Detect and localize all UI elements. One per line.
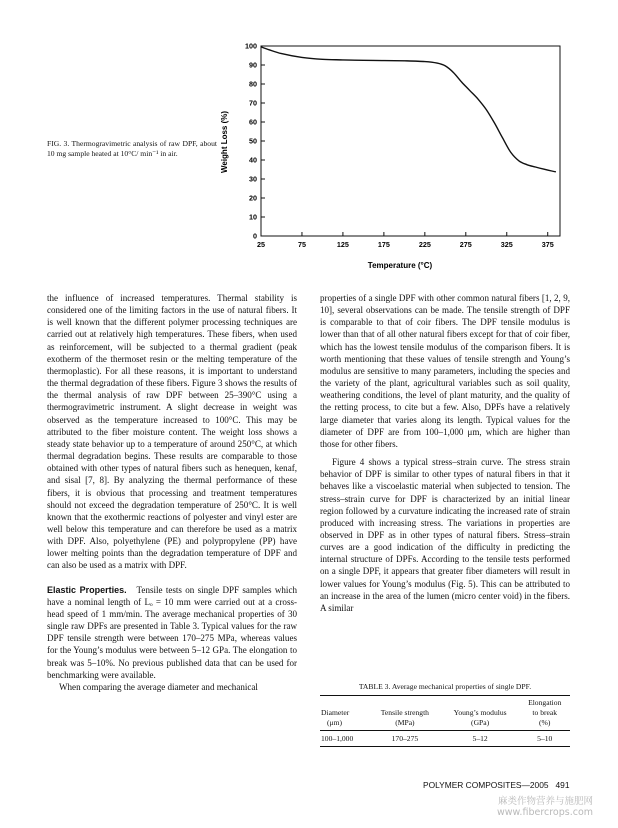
paragraph: properties of a single DPF with other common natural fibers [1, 2, 9, 10], several observations can be made. The tensile strength of DPF is comparable to that of coir fibers. The DPF tensile modulus is lower than that of all other natural fibers except for that of coir fiber, which has the lowest tensile modulus of the comparison fibers. It is worth mentioning that these values of tensile strength and Young’s modulus are sensitive to many parameters, including the species and the variety of the plant, agricultural variables such as soil quality, weathering conditions, the level of plant maturity, and the quality of the retting process, to cite but a few. Also, DPFs have a relatively large diameter that varies along its length. Typical values for the diameter of DPF are from 100–1,000 μm, which are higher than those for other fibers. xyxy=(320,293,570,449)
chart-ticks xyxy=(245,42,554,249)
table-header-row xyxy=(320,696,570,731)
y-tick-label: 40 xyxy=(249,155,257,165)
y-tick-label: 30 xyxy=(249,174,257,184)
x-tick-label: 175 xyxy=(377,240,390,249)
y-axis-label: Weight Loss (%) xyxy=(220,110,229,174)
plot-frame xyxy=(261,46,560,236)
watermark-line: www.fibercrops.com xyxy=(497,807,594,818)
x-tick-label: 125 xyxy=(336,240,349,249)
y-tick-label: 80 xyxy=(249,79,257,89)
cell-youngs-modulus: 5–12 xyxy=(472,734,488,743)
header-youngs-modulus: Young’s modulus (GPa) xyxy=(453,708,507,727)
y-tick-label: 10 xyxy=(249,212,257,222)
x-tick-label: 375 xyxy=(541,240,554,249)
x-tick-label: 25 xyxy=(257,240,265,249)
header-diameter: Diameter (μm) xyxy=(321,708,350,727)
paragraph xyxy=(47,584,297,681)
properties-table xyxy=(320,695,570,747)
x-tick-label: 75 xyxy=(297,240,306,249)
y-tick-label: 70 xyxy=(249,98,257,108)
left-text-column xyxy=(47,292,297,693)
cell-tensile-strength: 170–275 xyxy=(391,734,419,743)
page-number: 491 xyxy=(555,780,570,790)
page-footer xyxy=(423,780,569,790)
y-tick-label: 0 xyxy=(253,231,257,241)
y-tick-label: 60 xyxy=(249,117,257,127)
paragraph: When comparing the average diameter and mechanical xyxy=(59,681,258,692)
x-axis-label: Temperature (°C) xyxy=(367,261,433,270)
y-tick-label: 20 xyxy=(249,193,257,203)
chart-lines xyxy=(261,47,556,172)
paragraph: the influence of increased temperatures. Thermal stability is considered one of the limiting factors in the use of natural fibers. It is well known that the different polymer processing techniques are carried out at relatively high temperatures. These fibers, when used as reinforcement, will be subjected to a thermal gradient (peak exotherm of the thermoset resin or the melting temperature of the thermoplastic). For all these reasons, it is important to understand the thermal degradation of these fibers. Figure 3 shows the results of the thermal analysis of raw DPF between 25–390°C using a thermogravimetric instrument. A slight decrease in weight was observed as the temperature increased to 100°C. This may be attributed to the fiber moisture content. The weight loss shows a steady state behavior up to a temperature of around 250°C, at which thermal degradation begins. These results are comparable to those obtained with other types of natural fibers such as henequen, kenaf, and sisal [7, 8]. By analyzing the thermal performance of these fibers, it is obvious that processing and treatment temperatures should not exceed the degradation temperature of 250°C. It is well known that the exothermic reactions of polyester and vinyl ester are well below this temperature and can therefore be used as a matrix with DPF. Also, polyethylene (PE) and polypropylene (PP) have lower melting points than the degradation temperature of DPF and can also be used as a matrix with DPF. xyxy=(47,293,297,571)
y-tick-label: 100 xyxy=(245,41,257,51)
watermark xyxy=(497,796,593,818)
header-tensile-strength: Tensile strength (MPa) xyxy=(380,708,429,727)
table-title: TABLE 3. Average mechanical properties of single DPF. xyxy=(358,682,532,691)
header-elongation: Elongation to break (%) xyxy=(528,698,562,727)
x-tick-label: 325 xyxy=(500,240,513,249)
figure-caption: FIG. 3. Thermogravimetric analysis of raw DPF, about 10 mg sample heated at 10°C/ min⁻¹ in air. xyxy=(47,139,217,159)
section-heading: Elastic Properties. xyxy=(47,584,127,595)
journal-name: POLYMER COMPOSITES—2005 xyxy=(423,780,549,790)
y-tick-label: 90 xyxy=(249,60,257,70)
x-tick-label: 275 xyxy=(459,240,472,249)
y-tick-label: 50 xyxy=(249,136,257,146)
right-text-column xyxy=(320,292,570,614)
series-line xyxy=(261,47,556,172)
table-3 xyxy=(320,682,570,747)
paragraph: Figure 4 shows a typical stress–strain curve. The stress strain behavior of DPF is similar to other types of natural fibers in that it behaves like a viscoelastic material when subjected to tension. The stress–strain curve for DPF is characterized by an initial linear region followed by a curvature indicating the increased rate of strain produced with increasing stress. The variations in properties are observed in DPF as in other types of natural fibers. Stress–strain curves are a good indication of the difficulty in predicting the internal structure of DPFs. According to the tensile tests performed on a single DPF, it appears that greater fiber diameters will result in lower values for Young’s modulus (Fig. 5). This can be attributed to an increase in the area of the lumen (micro center void) in the fibers. A similar xyxy=(320,457,570,613)
chart-axes xyxy=(261,46,560,236)
cell-diameter: 100–1,000 xyxy=(321,734,354,743)
cell-elongation: 5–10 xyxy=(537,734,553,743)
section-text: Tensile tests on single DPF samples which have a nominal length of Lₒ = 10 mm were carried out at a cross-head speed of 1 mm/min. The average mechanical properties of 30 single raw DPFs are presented in Table 3. Typical values for the raw DPF tensile strength were between 170–275 MPa, whereas values for the Young’s modulus were between 5–12 GPa. The elongation to break was 5–10%. No previous published data that can be used for benchmarking were available. xyxy=(47,584,297,680)
x-tick-label: 225 xyxy=(418,240,431,249)
table-row xyxy=(320,731,570,747)
watermark-line: 麻类作物营养与施肥网 xyxy=(498,796,594,807)
